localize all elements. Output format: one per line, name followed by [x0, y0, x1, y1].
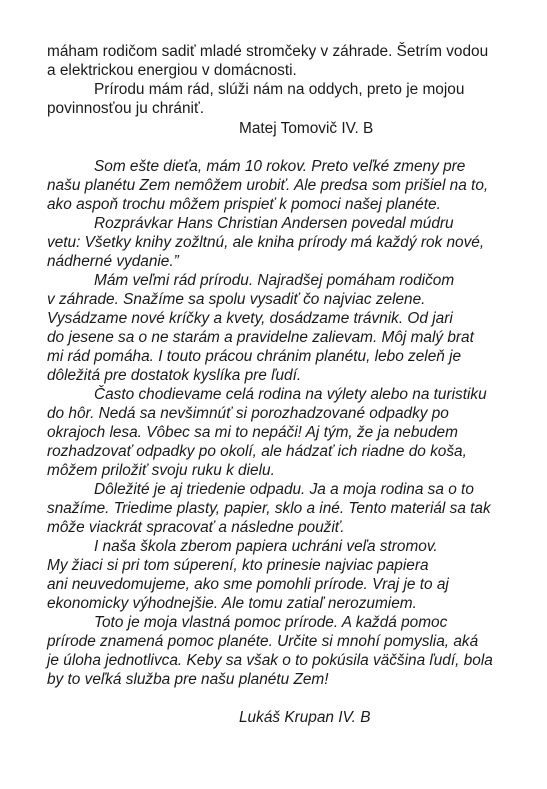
paragraph-line: Často chodievame celá rodina na výlety alebo na turistiku [94, 386, 487, 403]
paragraph-line: Mám veľmi rád prírodu. Najradšej pomáham rodičom [94, 272, 455, 289]
paragraph-line: ani neuvedomujeme, ako sme pomohli prírode. Vraj je to aj [47, 576, 449, 593]
paragraph-line: máham rodičom sadiť mladé stromčeky v záhrade. Šetrím vodou [47, 43, 489, 60]
paragraph-line: Toto je moja vlastná pomoc prírode. A každá pomoc [94, 614, 448, 631]
paragraph-line: Rozprávkar Hans Christian Andersen povedal múdru [94, 215, 454, 232]
paragraph-line: I naša škola zberom papiera uchráni veľa stromov. [94, 538, 438, 555]
paragraph-line: snažíme. Triedime plasty, papier, sklo a iné. Tento materiál sa tak [47, 500, 491, 517]
paragraph-line: dôležitá pre dostatok kyslíka pre ľudí. [47, 367, 302, 384]
paragraph-line: mi rád pomáha. I touto prácou chránim planétu, lebo zeleň je [47, 348, 462, 365]
paragraph-line: rozhadzovať odpadky po okolí, ale hádzať ich riadne do koša, [47, 443, 467, 460]
paragraph-line: do jesene sa o ne starám a pravidelne zalievam. Môj malý brat [47, 329, 474, 346]
paragraph-line: je úloha jednotlivca. Keby sa však o to pokúsila väčšina ľudí, bola [47, 652, 493, 669]
paragraph-line: ekonomicky výhodnejšie. Ale tomu zatiaľ nerozumiem. [47, 595, 417, 612]
paragraph-line: okrajoch lesa. Vôbec sa mi to nepáči! Aj tým, že ja nebudem [47, 424, 458, 441]
paragraph-line: prírode znamená pomoc planéte. Určite si mnohí pomyslia, aká [47, 633, 479, 650]
paragraph-line: by to veľká služba pre našu planétu Zem! [47, 671, 329, 688]
paragraph-line: a elektrickou energiou v domácnosti. [47, 62, 297, 79]
paragraph-line: My žiaci si pri tom súperení, kto prinesie najviac papiera [47, 557, 429, 574]
paragraph-line: ako aspoň trochu môžem prispieť k pomoci našej planéte. [47, 196, 441, 213]
paragraph-line: povinnosťou ju chrániť. [47, 100, 204, 117]
paragraph-line: v záhrade. Snažíme sa spolu vysadiť čo najviac zelene. [47, 291, 426, 308]
paragraph-line: Som ešte dieťa, mám 10 rokov. Preto veľké zmeny pre [94, 158, 466, 175]
paragraph-line: môžem priložiť svoju ruku k dielu. [47, 462, 275, 479]
paragraph-line: Dôležité je aj triedenie odpadu. Ja a moja rodina sa o to [94, 481, 474, 498]
paragraph-line: Prírodu mám rád, slúži nám na oddych, preto je mojou [94, 81, 465, 98]
paragraph-line: Vysádzame nové kríčky a kvety, dosádzame trávnik. Od jari [47, 310, 453, 327]
paragraph-line: našu planétu Zem nemôžem urobiť. Ale predsa som prišiel na to, [47, 177, 489, 194]
author-signature: Matej Tomovič IV. B [239, 120, 374, 137]
paragraph-line: vetu: Všetky knihy zožltnú, ale kniha prírody má každý rok nové, [47, 234, 485, 251]
author-signature: Lukáš Krupan IV. B [239, 709, 371, 726]
paragraph-line: nádherné vydanie.” [47, 253, 179, 270]
paragraph-line: môže viackrát spracovať a následne použiť. [47, 519, 345, 536]
paragraph-line: do hôr. Nedá sa nevšimnúť si porozhadzované odpadky po [47, 405, 449, 422]
